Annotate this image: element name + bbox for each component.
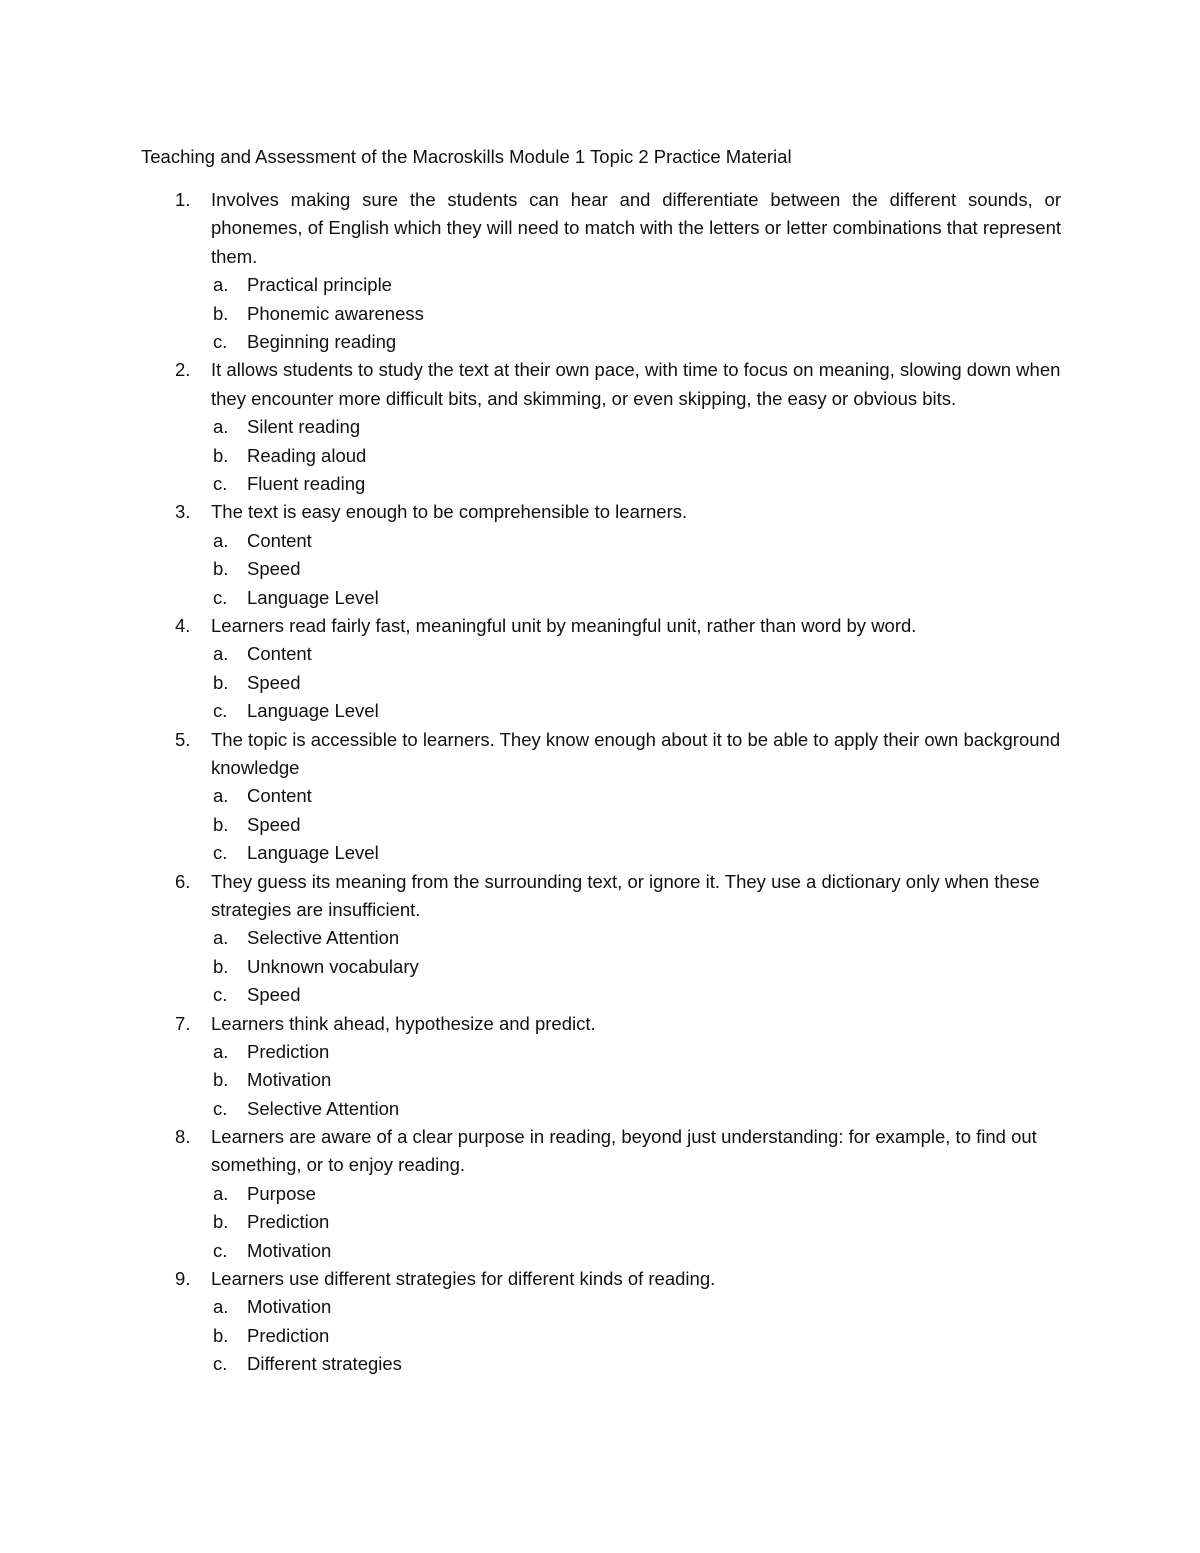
option-item: [0, 811, 1200, 839]
option-text: Motivation: [247, 1069, 332, 1091]
option-item: [0, 413, 1200, 441]
option-text: Speed: [247, 671, 301, 693]
option-text: Selective Attention: [247, 1097, 400, 1119]
option-letter: c.: [213, 842, 228, 864]
option-item: [0, 271, 1200, 299]
option-text: Content: [247, 643, 312, 665]
option-text: Beginning reading: [247, 331, 397, 352]
option-letter: c.: [213, 472, 228, 494]
option-list: [0, 924, 1200, 1009]
option-letter: c.: [213, 1239, 228, 1261]
option-text: Speed: [247, 813, 301, 835]
option-list: [0, 527, 1200, 612]
question-text: Learners use different strategies for different kinds of reading.: [211, 1268, 716, 1290]
option-letter: a.: [213, 416, 229, 438]
option-text: Prediction: [247, 1040, 330, 1062]
question-item: [0, 612, 1200, 726]
option-text: Reading aloud: [247, 444, 367, 466]
question-text: Learners read fairly fast, meaningful unit by meaningful unit, rather than word by word.: [211, 614, 917, 636]
option-text: Phonemic awareness: [247, 302, 424, 324]
question-list: [0, 186, 1200, 1379]
option-letter: c.: [213, 331, 228, 352]
option-letter: a.: [213, 274, 229, 296]
question-text: The text is easy enough to be comprehensible to learners.: [211, 501, 688, 523]
option-item: [0, 1293, 1200, 1321]
option-item: [0, 839, 1200, 867]
option-item: [0, 1208, 1200, 1236]
option-letter: a.: [213, 529, 229, 551]
option-text: Language Level: [247, 842, 379, 864]
option-item: [0, 470, 1200, 498]
question-number: 8.: [175, 1126, 191, 1148]
question-number: 9.: [175, 1268, 191, 1290]
option-item: [0, 1038, 1200, 1066]
option-text: Speed: [247, 984, 301, 1006]
question-number: 7.: [175, 1012, 191, 1034]
option-item: [0, 1180, 1200, 1208]
option-item: [0, 527, 1200, 555]
option-text: Content: [247, 785, 312, 807]
option-text: Motivation: [247, 1239, 332, 1261]
option-letter: a.: [213, 1040, 229, 1062]
question-item: [0, 868, 1200, 1010]
option-item: [0, 782, 1200, 810]
option-item: [0, 924, 1200, 952]
option-list: [0, 1180, 1200, 1265]
option-item: [0, 1066, 1200, 1094]
question-text: Learners are aware of a clear purpose in reading, beyond just understanding: for example, to find out something, or to enjoy reading.: [211, 1126, 1037, 1176]
question-text: The topic is accessible to learners. They know enough about it to be able to apply their own background knowledge: [211, 728, 1061, 778]
option-item: [0, 1350, 1200, 1378]
question-item: [0, 186, 1200, 356]
option-list: [0, 782, 1200, 867]
question-item: [0, 1010, 1200, 1124]
question-number: 6.: [175, 870, 191, 892]
question-text: They guess its meaning from the surrounding text, or ignore it. They use a dictionary only when these strategies are insufficient.: [211, 870, 1040, 920]
question-text: Learners think ahead, hypothesize and predict.: [211, 1012, 596, 1034]
option-item: [0, 1095, 1200, 1123]
option-text: Selective Attention: [247, 927, 400, 949]
question-number: 4.: [175, 614, 191, 636]
question-text: It allows students to study the text at their own pace, with time to focus on meaning, slowing down when they encounter more difficult bits, and skimming, or even skipping, the easy or obvious bits.: [211, 359, 1061, 409]
option-letter: b.: [213, 955, 229, 977]
option-text: Different strategies: [247, 1353, 402, 1375]
option-item: [0, 1322, 1200, 1350]
option-letter: b.: [213, 813, 229, 835]
option-text: Content: [247, 529, 312, 551]
document-title: Teaching and Assessment of the Macroskills Module 1 Topic 2 Practice Material: [141, 146, 792, 167]
question-number: 2.: [175, 359, 191, 381]
option-list: [0, 640, 1200, 725]
option-item: [0, 953, 1200, 981]
option-text: Silent reading: [247, 416, 361, 438]
question-number: 5.: [175, 728, 191, 750]
question-item: [0, 726, 1200, 868]
option-text: Purpose: [247, 1182, 316, 1204]
option-letter: a.: [213, 643, 229, 665]
option-list: [0, 1293, 1200, 1378]
option-letter: b.: [213, 671, 229, 693]
option-letter: a.: [213, 785, 229, 807]
option-list: [0, 1038, 1200, 1123]
option-letter: c.: [213, 586, 228, 608]
question-item: [0, 356, 1200, 498]
option-text: Language Level: [247, 700, 379, 722]
option-item: [0, 584, 1200, 612]
option-item: [0, 697, 1200, 725]
option-letter: c.: [213, 700, 228, 722]
option-item: [0, 640, 1200, 668]
question-item: [0, 498, 1200, 612]
option-letter: c.: [213, 1353, 228, 1375]
option-list: [0, 271, 1200, 356]
option-item: [0, 1237, 1200, 1265]
option-letter: b.: [213, 558, 229, 580]
option-text: Prediction: [247, 1324, 330, 1346]
option-text: Language Level: [247, 586, 379, 608]
option-letter: a.: [213, 927, 229, 949]
option-item: [0, 300, 1200, 328]
question-number: 1.: [175, 189, 191, 210]
option-letter: b.: [213, 1211, 229, 1233]
option-letter: b.: [213, 444, 229, 466]
option-letter: a.: [213, 1296, 229, 1318]
option-text: Fluent reading: [247, 472, 366, 494]
question-item: [0, 1123, 1200, 1265]
option-letter: b.: [213, 302, 229, 324]
option-text: Motivation: [247, 1296, 332, 1318]
option-letter: a.: [213, 1182, 229, 1204]
option-item: [0, 442, 1200, 470]
option-item: [0, 555, 1200, 583]
option-list: [0, 413, 1200, 498]
option-letter: c.: [213, 1097, 228, 1119]
option-letter: c.: [213, 984, 228, 1006]
question-text: Involves making sure the students can hear and differentiate between the different sounds, or phonemes, of English which they will need to match with the letters or letter combinations that represent them.: [211, 189, 1061, 267]
question-number: 3.: [175, 501, 191, 523]
option-text: Prediction: [247, 1211, 330, 1233]
option-item: [0, 328, 1200, 356]
option-text: Speed: [247, 558, 301, 580]
option-item: [0, 981, 1200, 1009]
option-letter: b.: [213, 1069, 229, 1091]
option-item: [0, 669, 1200, 697]
option-letter: b.: [213, 1324, 229, 1346]
option-text: Unknown vocabulary: [247, 955, 419, 977]
option-text: Practical principle: [247, 274, 392, 296]
question-item: [0, 1265, 1200, 1379]
